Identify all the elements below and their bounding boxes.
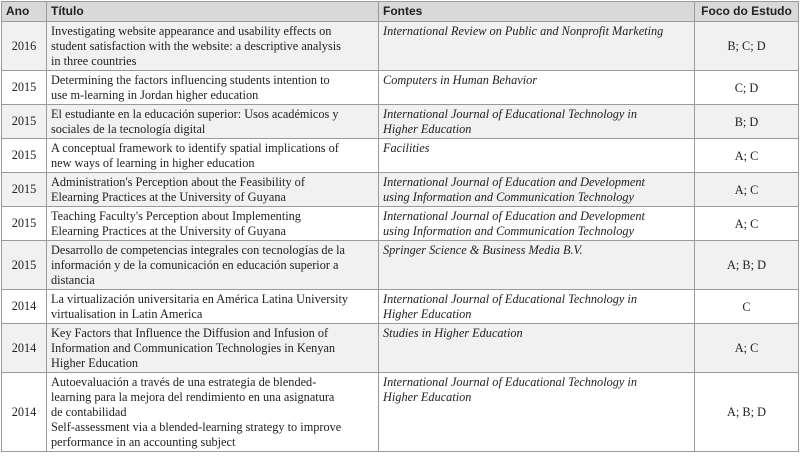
cell-titulo — [47, 139, 379, 173]
titulo-line: Key Factors that Influence the Diffusion and Infusion of — [51, 326, 329, 340]
cell-ano: 2014 — [2, 324, 47, 373]
table-row — [2, 207, 799, 241]
titulo-line: student satisfaction with the website: a descriptive analysis — [51, 39, 341, 53]
cell-fontes — [379, 207, 695, 241]
cell-foco: A; C — [695, 173, 799, 207]
cell-titulo — [47, 241, 379, 290]
cell-fontes — [379, 22, 695, 71]
cell-fontes — [379, 105, 695, 139]
fontes-line: International Review on Public and Nonprofit Marketing — [383, 24, 664, 38]
cell-foco: A; C — [695, 324, 799, 373]
cell-foco: A; C — [695, 139, 799, 173]
titulo-line: Administration's Perception about the Feasibility of — [51, 175, 305, 189]
table-row — [2, 105, 799, 139]
cell-titulo — [47, 373, 379, 452]
titulo-line: Higher Education — [51, 356, 139, 370]
header-fontes: Fontes — [379, 2, 695, 22]
fontes-line: Facilities — [383, 141, 430, 155]
fontes-line: Springer Science & Business Media B.V. — [383, 243, 583, 257]
titulo-line: La virtualización universitaria en América Latina University — [51, 292, 349, 306]
titulo-line: Desarrollo de competencias integrales con tecnologías de la — [51, 243, 345, 257]
titulo-line: Investigating website appearance and usability effects on — [51, 24, 332, 38]
cell-ano: 2015 — [2, 241, 47, 290]
table-row — [2, 241, 799, 290]
cell-ano: 2015 — [2, 71, 47, 105]
titulo-line: new ways of learning in higher education — [51, 156, 255, 170]
cell-foco: A; C — [695, 207, 799, 241]
table-row — [2, 22, 799, 71]
cell-fontes — [379, 173, 695, 207]
cell-titulo — [47, 290, 379, 324]
table-body — [2, 22, 799, 452]
cell-ano: 2016 — [2, 22, 47, 71]
fontes-line: Studies in Higher Education — [383, 326, 523, 340]
cell-fontes — [379, 241, 695, 290]
titulo-line: de contabilidad — [51, 405, 127, 419]
titulo-line: Determining the factors influencing students intention to — [51, 73, 330, 87]
cell-fontes — [379, 139, 695, 173]
cell-foco: B; D — [695, 105, 799, 139]
titulo-line: performance in an accounting subject — [51, 435, 236, 449]
titulo-line: Elearning Practices at the University of Guyana — [51, 190, 286, 204]
cell-foco: A; B; D — [695, 241, 799, 290]
cell-ano: 2014 — [2, 290, 47, 324]
table-row — [2, 290, 799, 324]
cell-foco: C — [695, 290, 799, 324]
titulo-line: información y de la comunicación en educación superior a — [51, 258, 339, 272]
cell-ano: 2015 — [2, 207, 47, 241]
titulo-line: A conceptual framework to identify spatial implications of — [51, 141, 339, 155]
cell-fontes — [379, 71, 695, 105]
header-titulo: Título — [47, 2, 379, 22]
titulo-line: Autoevaluación a través de una estrategia de blended- — [51, 375, 317, 389]
fontes-line: Higher Education — [383, 307, 472, 321]
fontes-line: International Journal of Education and Development — [383, 175, 645, 189]
cell-titulo — [47, 173, 379, 207]
cell-titulo — [47, 22, 379, 71]
fontes-line: using Information and Communication Technology — [383, 224, 634, 238]
fontes-line: using Information and Communication Technology — [383, 190, 634, 204]
references-table — [1, 1, 799, 452]
cell-titulo — [47, 105, 379, 139]
titulo-line: El estudiante en la educación superior: Usos académicos y — [51, 107, 339, 121]
cell-foco: B; C; D — [695, 22, 799, 71]
header-foco: Foco do Estudo — [695, 2, 799, 22]
cell-ano: 2015 — [2, 139, 47, 173]
fontes-line: Computers in Human Behavior — [383, 73, 538, 87]
fontes-line: International Journal of Educational Technology in — [383, 292, 638, 306]
titulo-line: sociales de la tecnología digital — [51, 122, 206, 136]
cell-fontes — [379, 324, 695, 373]
table-row — [2, 373, 799, 452]
cell-fontes — [379, 290, 695, 324]
fontes-line: International Journal of Educational Technology in — [383, 107, 638, 121]
cell-foco: C; D — [695, 71, 799, 105]
fontes-line: International Journal of Educational Technology in — [383, 375, 638, 389]
header-ano: Ano — [2, 2, 47, 22]
titulo-line: use m-learning in Jordan higher education — [51, 88, 259, 102]
cell-ano: 2015 — [2, 173, 47, 207]
fontes-line: Higher Education — [383, 122, 472, 136]
cell-ano: 2014 — [2, 373, 47, 452]
cell-titulo — [47, 71, 379, 105]
titulo-line: Information and Communication Technologies in Kenyan — [51, 341, 336, 355]
cell-ano: 2015 — [2, 105, 47, 139]
table-row — [2, 324, 799, 373]
header-row — [2, 2, 799, 22]
titulo-line: learning para la mejora del rendimiento en una asignatura — [51, 390, 335, 404]
table-row — [2, 71, 799, 105]
titulo-line: Self-assessment via a blended-learning strategy to improve — [51, 420, 342, 434]
titulo-line: Elearning Practices at the University of Guyana — [51, 224, 286, 238]
titulo-line: distancia — [51, 273, 95, 287]
table-row — [2, 173, 799, 207]
titulo-line: in three countries — [51, 54, 137, 68]
fontes-line: International Journal of Education and Development — [383, 209, 645, 223]
titulo-line: virtualisation in Latin America — [51, 307, 203, 321]
titulo-line: Teaching Faculty's Perception about Implementing — [51, 209, 301, 223]
table-row — [2, 139, 799, 173]
cell-fontes — [379, 373, 695, 452]
fontes-line: Higher Education — [383, 390, 472, 404]
cell-titulo — [47, 207, 379, 241]
cell-foco: A; B; D — [695, 373, 799, 452]
cell-titulo — [47, 324, 379, 373]
